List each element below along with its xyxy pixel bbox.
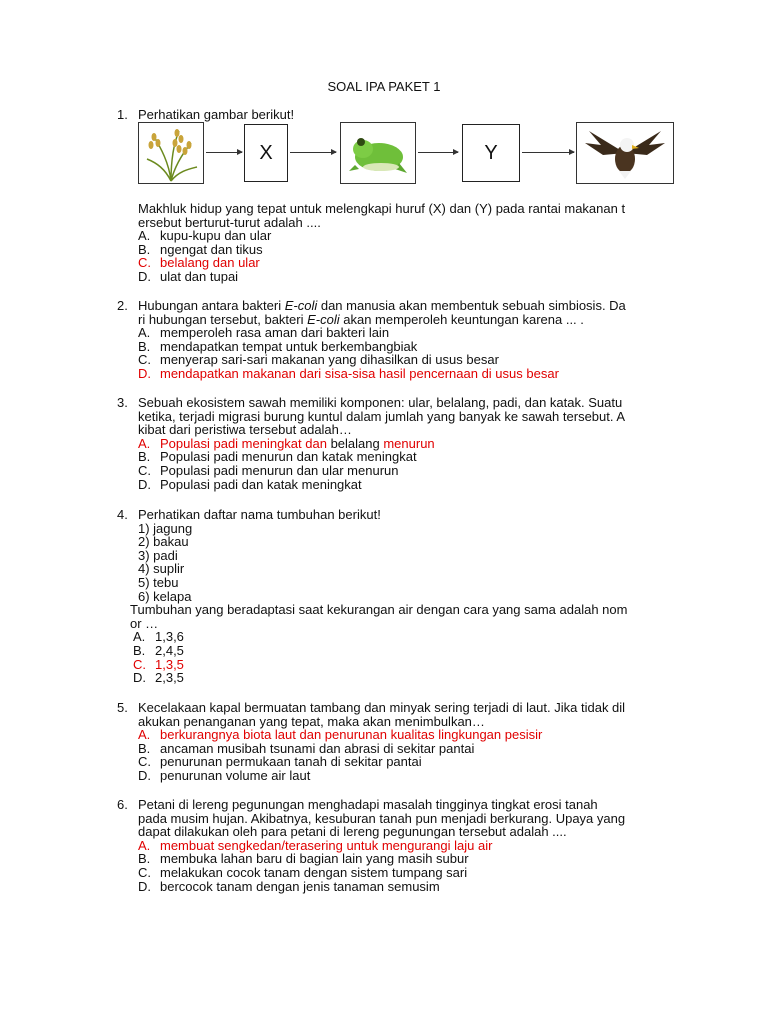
question-text: Tumbuhan yang beradaptasi saat kekurangan air dengan cara yang sama adalah nom: [130, 602, 628, 618]
option-d[interactable]: D. ulat dan tupai: [138, 268, 239, 284]
option-c[interactable]: C. penurunan permukaan tanah di sekitar pantai: [138, 754, 422, 770]
plant-list-item: 6) kelapa: [138, 588, 192, 604]
option-a-answer[interactable]: A. membuat sengkedan/terasering untuk mengurangi laju air: [138, 837, 493, 853]
question-text: Makhluk hidup yang tepat untuk melengkapi huruf (X) dan (Y) pada rantai makanan t: [138, 201, 626, 216]
option-b[interactable]: B. Populasi padi menurun dan katak meningkat: [138, 449, 417, 465]
option-d[interactable]: D. 2,3,5: [133, 670, 184, 686]
question-number: 2.: [117, 298, 128, 313]
question-text: akukan penanganan yang tepat, maka akan menimbulkan…: [138, 713, 485, 729]
plant-list-item: 5) tebu: [138, 574, 179, 590]
page-title: SOAL IPA PAKET 1: [327, 79, 441, 94]
food-chain-diagram: [138, 122, 678, 192]
rice-plant-icon: [138, 122, 204, 184]
question-text: ri hubungan tersebut, bakteri E-coli akan memperoleh keuntungan karena ... .: [138, 311, 584, 327]
option-a-answer[interactable]: A. Populasi padi meningkat dan belalang menurun: [138, 435, 435, 451]
question-text: or …: [130, 615, 159, 631]
plant-list-item: 2) bakau: [138, 534, 189, 550]
option-a-answer[interactable]: A. berkurangnya biota laut dan penurunan kualitas lingkungan pesisir: [138, 727, 543, 743]
question-1-body: [117, 202, 677, 284]
arrow-icon: [290, 152, 336, 153]
arrow-icon: [206, 152, 242, 153]
question-number: 5.: [117, 700, 128, 715]
plant-list-item: 3) padi: [138, 547, 178, 563]
frog-icon: [340, 122, 416, 184]
option-b[interactable]: B. ngengat dan tikus: [138, 241, 263, 257]
question-4: [117, 508, 677, 685]
question-text: ketika, terjadi migrasi burung kuntul dalam jumlah yang banyak ke sawah tersebut. A: [138, 408, 626, 424]
question-number: 3.: [117, 395, 128, 410]
option-d-answer[interactable]: D. mendapatkan makanan dari sisa-sisa hasil pencernaan di usus besar: [138, 365, 559, 381]
question-text: dapat dilakukan oleh para petani di lereng pegunungan tersebut adalah ....: [138, 824, 567, 840]
plant-list-item: 4) suplir: [138, 561, 185, 577]
question-6: [117, 798, 677, 893]
question-text: Hubungan antara bakteri E-coli dan manusia akan membentuk sebuah simbiosis. Da: [138, 298, 626, 313]
option-c-answer[interactable]: C. 1,3,5: [133, 656, 184, 672]
question-number: 4.: [117, 507, 128, 522]
option-b[interactable]: B. mendapatkan tempat untuk berkembangbiak: [138, 338, 418, 354]
option-b[interactable]: B. 2,4,5: [133, 642, 184, 658]
option-c[interactable]: C. Populasi padi menurun dan ular menurun: [138, 462, 399, 478]
option-a[interactable]: A. 1,3,6: [133, 629, 184, 645]
box-y: Y: [462, 124, 520, 182]
question-1: [117, 108, 677, 122]
question-text: pada musim hujan. Akibatnya, kesuburan tanah pun menjadi berkurang. Upaya yang: [138, 810, 626, 826]
question-3: [117, 396, 677, 491]
question-2: [117, 299, 677, 381]
option-a[interactable]: A. kupu-kupu dan ular: [138, 228, 272, 244]
question-prompt: Perhatikan gambar berikut!: [138, 107, 295, 122]
option-b[interactable]: B. ancaman musibah tsunami dan abrasi di sekitar pantai: [138, 740, 475, 756]
option-d[interactable]: D. penurunan volume air laut: [138, 767, 311, 783]
question-number: 1.: [117, 107, 128, 122]
question-text: Sebuah ekosistem sawah memiliki komponen: ular, belalang, padi, dan katak. Suatu: [138, 395, 623, 410]
question-number: 6.: [117, 797, 128, 812]
question-text: Kecelakaan kapal bermuatan tambang dan minyak sering terjadi di laut. Jika tidak dil: [138, 700, 626, 715]
option-b[interactable]: B. membuka lahan baru di bagian lain yang masih subur: [138, 851, 469, 867]
question-5: [117, 701, 677, 783]
option-c[interactable]: C. menyerap sari-sari makanan yang dihasilkan di usus besar: [138, 352, 499, 368]
arrow-icon: [522, 152, 574, 153]
option-a[interactable]: A. memperoleh rasa aman dari bakteri lain: [138, 325, 390, 341]
question-prompt: Perhatikan daftar nama tumbuhan berikut!: [138, 507, 381, 522]
option-c[interactable]: C. melakukan cocok tanam dengan sistem tumpang sari: [138, 864, 468, 880]
box-x: X: [244, 124, 288, 182]
option-d[interactable]: D. bercocok tanam dengan jenis tanaman semusim: [138, 878, 440, 894]
option-c-answer[interactable]: C. belalang dan ular: [138, 255, 260, 271]
plant-list-item: 1) jagung: [138, 520, 193, 536]
question-text: ersebut berturut-turut adalah ....: [138, 214, 321, 230]
option-d[interactable]: D. Populasi padi dan katak meningkat: [138, 476, 362, 492]
arrow-icon: [418, 152, 458, 153]
question-text: Petani di lereng pegunungan menghadapi masalah tingginya tingkat erosi tanah: [138, 797, 598, 812]
eagle-icon: [576, 122, 674, 184]
question-text: kibat dari peristiwa tersebut adalah…: [138, 422, 352, 438]
